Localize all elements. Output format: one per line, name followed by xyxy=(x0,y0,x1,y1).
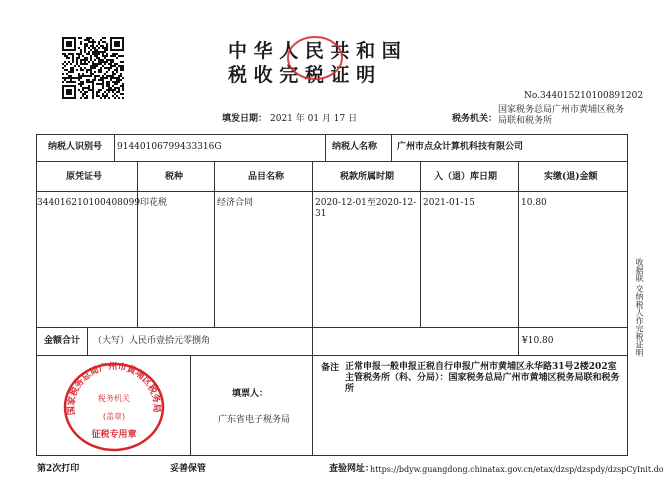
col-header-date: 入（退）库日期 xyxy=(434,172,498,182)
svg-text:国家税务总局广州市黄埔区税务局 xyxy=(65,361,163,416)
filler-value: 广东省电子税务局 xyxy=(218,415,291,425)
tax-office: 国家税务总局广州市黄埔区税务局联和税务所 xyxy=(498,105,625,126)
title-seal-ring xyxy=(286,34,344,82)
keep-safe: 妥善保管 xyxy=(170,464,207,474)
title-line2: 税 收 完 税 证 明 xyxy=(228,64,376,86)
taxpayer-id-label: 纳税人识别号 xyxy=(48,142,103,152)
cell-tax-type: 印花税 xyxy=(140,198,168,208)
cell-period: 2020-12-01至2020-12-31 xyxy=(315,198,417,219)
side-note: 收据联 交纳税人作完税证明 xyxy=(635,257,644,357)
col-header-tax-type: 税种 xyxy=(165,172,184,182)
qr-code xyxy=(60,35,126,101)
stamp-middle: 税务机关 xyxy=(98,394,130,403)
total-chinese: （大写）人民币壹拾元零捌角 xyxy=(93,336,211,346)
taxpayer-name-value: 广州市点众计算机科技有限公司 xyxy=(397,142,524,152)
verify-label: 查验网址： xyxy=(329,464,375,474)
taxpayer-id-value: 91440106799433316G xyxy=(117,142,222,152)
filler-label: 填票人： xyxy=(232,389,269,399)
stamp-outer-text: 国家税务总局广州市黄埔区税务局 xyxy=(66,362,162,416)
cell-item: 经济合同 xyxy=(217,198,254,208)
print-count: 第2次打印 xyxy=(37,464,80,474)
col-header-amount: 实缴(退)金额 xyxy=(544,172,598,182)
tax-office-label: 税务机关： xyxy=(452,114,498,124)
remark-label: 备注 xyxy=(321,363,340,373)
cell-amount: 10.80 xyxy=(521,198,547,208)
stamp-center: (盖章) xyxy=(102,412,126,421)
col-header-voucher: 原凭证号 xyxy=(66,172,103,182)
cell-date: 2021-01-15 xyxy=(423,198,475,208)
total-value: ¥10.80 xyxy=(522,336,554,346)
fill-date-label: 填发日期： xyxy=(222,114,268,124)
title-line1: 中 华 人 民 共 和 国 xyxy=(228,40,401,62)
col-header-period: 税款所属时期 xyxy=(340,172,395,182)
certificate-number: No.344015210100891202 xyxy=(524,91,644,101)
remark-text: 正常申报一般申报正税自行申报广州市黄埔区永华路31号2楼202室主管税务所（科、分局）：国家税务总局广州市黄埔区税务局联和税务所 xyxy=(345,362,620,394)
total-label: 金额合计 xyxy=(44,336,81,346)
taxpayer-name-label: 纳税人名称 xyxy=(332,142,378,152)
official-stamp xyxy=(62,361,166,453)
stamp-bottom: 征税专用章 xyxy=(91,430,137,440)
verify-url[interactable]: https://bdyw.guangdong.chinatax.gov.cn/etax/dzsp/dzspdy/dzspCyInit.do xyxy=(370,465,664,474)
col-header-item: 品目名称 xyxy=(248,172,285,182)
fill-date: 2021 年 01 月 17 日 xyxy=(270,114,358,124)
cell-voucher: 344016210100408099 xyxy=(37,198,141,208)
